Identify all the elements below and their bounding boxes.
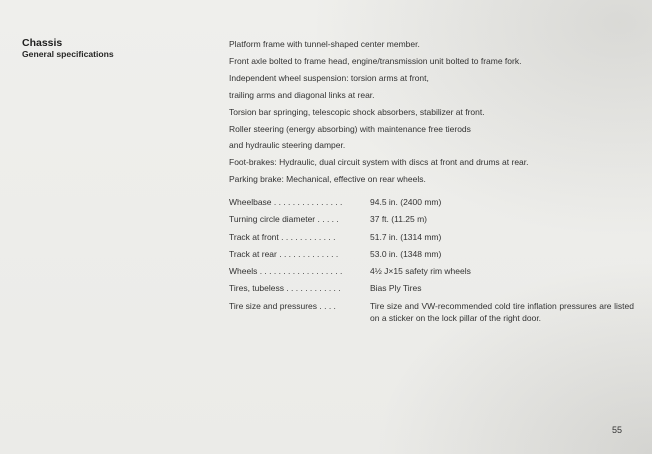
spec-label: Track at rear . . . . . . . . . . . . .: [229, 248, 339, 259]
section-subtitle: General specifications: [22, 49, 114, 59]
spec-row-track-rear: [229, 246, 634, 263]
spec-value: Bias Ply Tires: [370, 283, 422, 294]
spec-row-wheels: [229, 263, 634, 280]
spec-label: Track at front . . . . . . . . . . . .: [229, 231, 336, 242]
spec-value: 51.7 in. (1314 mm): [370, 231, 442, 242]
spec-label: Turning circle diameter . . . . .: [229, 214, 339, 225]
spec-row-wheelbase: [229, 194, 634, 211]
chassis-description: [229, 36, 634, 188]
spec-value: Tire size and VW-recommended cold tire inflation pressures are listed on a sticker on the lock pillar of the right door.: [370, 300, 634, 323]
description-line: Platform frame with tunnel-shaped center member.: [229, 39, 420, 49]
spec-label: Wheelbase . . . . . . . . . . . . . . .: [229, 197, 343, 207]
description-line: and hydraulic steering damper.: [229, 140, 346, 151]
spec-label: Tires, tubeless . . . . . . . . . . . .: [229, 283, 341, 294]
spec-row-track-front: [229, 229, 634, 246]
section-title: Chassis: [22, 37, 63, 49]
description-line: Front axle bolted to frame head, engine/transmission unit bolted to frame fork.: [229, 55, 522, 66]
description-line: Foot-brakes: Hydraulic, dual circuit system with discs at front and drums at rear.: [229, 157, 529, 168]
description-line: Independent wheel suspension: torsion arms at front,: [229, 72, 429, 83]
spec-label: Wheels . . . . . . . . . . . . . . . . . .: [229, 266, 343, 277]
section-heading: [22, 37, 202, 60]
spec-value: 4½ J×15 safety rim wheels: [370, 266, 471, 277]
description-line: Roller steering (energy absorbing) with maintenance free tierods: [229, 123, 471, 134]
description-line: trailing arms and diagonal links at rear.: [229, 89, 375, 100]
description-line: Parking brake: Mechanical, effective on rear wheels.: [229, 174, 426, 185]
spec-value: 37 ft. (11.25 m): [370, 214, 428, 225]
description-line: Torsion bar springing, telescopic shock absorbers, stabilizer at front.: [229, 106, 485, 117]
spec-value: 94.5 in. (2400 mm): [370, 197, 442, 207]
page-number: 55: [612, 425, 623, 435]
specifications-list: [229, 194, 634, 324]
spec-row-tires: [229, 280, 634, 297]
spec-label: Tire size and pressures . . . .: [229, 300, 336, 311]
spec-value: 53.0 in. (1348 mm): [370, 248, 442, 259]
spec-row-tire-pressures: [229, 298, 634, 324]
spec-row-turning-circle: [229, 211, 634, 228]
